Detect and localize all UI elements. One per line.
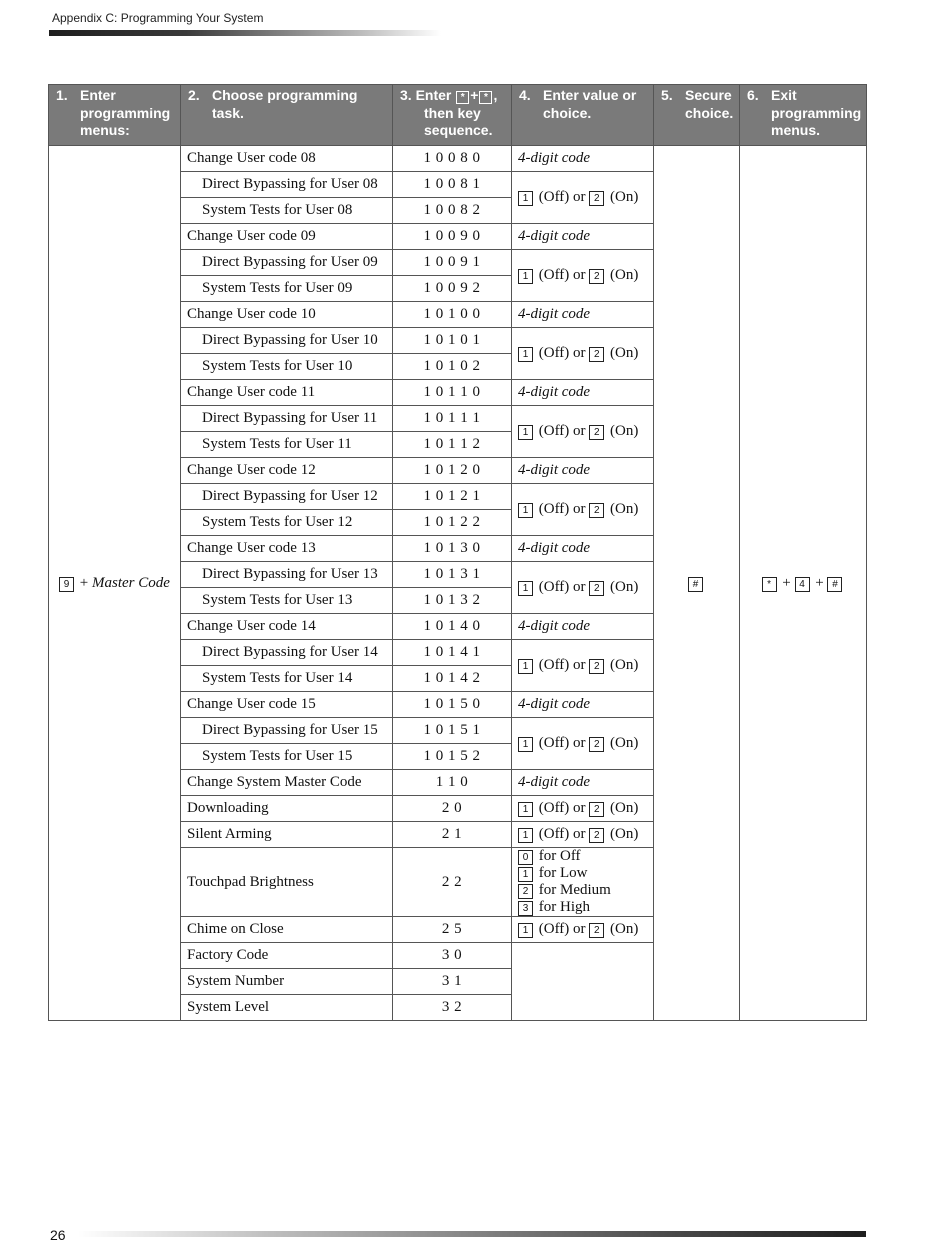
task-cell: System Tests for User 14 xyxy=(181,666,393,692)
sequence-cell: 1 0 1 0 2 xyxy=(393,354,512,380)
master-code-label: Master Code xyxy=(92,574,170,591)
value-cell xyxy=(512,172,654,224)
key-2-icon: 2 xyxy=(518,884,533,899)
value-cell xyxy=(512,250,654,302)
plus-sign: + xyxy=(815,574,824,591)
task-cell: System Tests for User 13 xyxy=(181,588,393,614)
task-cell: Change User code 14 xyxy=(181,614,393,640)
off-label: (Off) or xyxy=(538,501,586,517)
page-number: 26 xyxy=(50,1227,66,1243)
key-1-icon: 1 xyxy=(518,802,533,817)
on-label: (On) xyxy=(610,579,639,595)
key-2-icon: 2 xyxy=(589,737,604,752)
off-label: (Off) or xyxy=(538,423,586,439)
running-head: Appendix C: Programming Your System xyxy=(52,11,264,25)
sequence-cell: 1 0 1 4 1 xyxy=(393,640,512,666)
task-cell: Downloading xyxy=(181,796,393,822)
off-label: (Off) or xyxy=(538,826,586,842)
task-cell: Chime on Close xyxy=(181,917,393,943)
sequence-cell: 2 5 xyxy=(393,917,512,943)
value-cell: 4-digit code xyxy=(512,146,654,172)
task-cell: System Level xyxy=(181,995,393,1021)
on-label: (On) xyxy=(610,189,639,205)
sequence-cell: 1 0 1 4 0 xyxy=(393,614,512,640)
sequence-cell: 1 0 1 0 1 xyxy=(393,328,512,354)
sequence-cell: 1 0 1 3 1 xyxy=(393,562,512,588)
value-cell xyxy=(512,484,654,536)
value-cell: 4-digit code xyxy=(512,770,654,796)
enter-menus-cell xyxy=(49,146,181,1021)
pound-key-icon: # xyxy=(827,577,842,592)
on-label: (On) xyxy=(610,345,639,361)
task-cell: Touchpad Brightness xyxy=(181,848,393,917)
value-cell xyxy=(512,917,654,943)
key-2-icon: 2 xyxy=(589,923,604,938)
off-label: (Off) or xyxy=(538,189,586,205)
task-cell: Factory Code xyxy=(181,943,393,969)
key-1-icon: 1 xyxy=(518,828,533,843)
task-cell: Silent Arming xyxy=(181,822,393,848)
task-cell: System Tests for User 10 xyxy=(181,354,393,380)
value-cell xyxy=(512,822,654,848)
sequence-cell: 1 0 1 0 0 xyxy=(393,302,512,328)
task-cell: Direct Bypassing for User 09 xyxy=(181,250,393,276)
task-cell: Direct Bypassing for User 08 xyxy=(181,172,393,198)
task-cell: System Tests for User 09 xyxy=(181,276,393,302)
sequence-cell: 1 0 1 1 2 xyxy=(393,432,512,458)
table-row xyxy=(49,146,867,172)
task-cell: Direct Bypassing for User 12 xyxy=(181,484,393,510)
secure-choice-cell xyxy=(654,146,740,1021)
task-cell: Change System Master Code xyxy=(181,770,393,796)
key-3-icon: 3 xyxy=(518,901,533,916)
off-label: (Off) or xyxy=(538,735,586,751)
value-cell xyxy=(512,562,654,614)
key-1-icon: 1 xyxy=(518,191,533,206)
key-2-icon: 2 xyxy=(589,503,604,518)
on-label: (On) xyxy=(610,501,639,517)
task-cell: Direct Bypassing for User 14 xyxy=(181,640,393,666)
sequence-cell: 1 0 1 2 2 xyxy=(393,510,512,536)
key-1-icon: 1 xyxy=(518,659,533,674)
brightness-option-label: for Medium xyxy=(538,882,611,898)
sequence-cell: 1 0 0 8 1 xyxy=(393,172,512,198)
col-header-secure: 5. Secure choice. xyxy=(654,85,740,146)
col-header-key-sequence: 3. Enter * + * , then key sequence. xyxy=(393,85,512,146)
key-0-icon: 0 xyxy=(518,850,533,865)
task-cell: Change User code 08 xyxy=(181,146,393,172)
header-rule xyxy=(49,30,441,36)
star-key-icon: * xyxy=(456,91,469,104)
key-1-icon: 1 xyxy=(518,269,533,284)
task-cell: Change User code 09 xyxy=(181,224,393,250)
sequence-cell: 1 0 0 9 2 xyxy=(393,276,512,302)
value-cell: 4-digit code xyxy=(512,692,654,718)
key-2-icon: 2 xyxy=(589,347,604,362)
sequence-cell: 1 1 0 xyxy=(393,770,512,796)
sequence-cell: 1 0 1 2 1 xyxy=(393,484,512,510)
empty-value-cell xyxy=(512,943,654,1021)
key-2-icon: 2 xyxy=(589,802,604,817)
task-cell: System Tests for User 15 xyxy=(181,744,393,770)
col-header-enter-value: 4. Enter value or choice. xyxy=(512,85,654,146)
pound-key-icon: # xyxy=(688,577,703,592)
task-cell: System Tests for User 08 xyxy=(181,198,393,224)
task-cell: System Number xyxy=(181,969,393,995)
star-key-icon: * xyxy=(762,577,777,592)
task-cell: Change User code 15 xyxy=(181,692,393,718)
value-cell: 4-digit code xyxy=(512,302,654,328)
on-label: (On) xyxy=(610,657,639,673)
plus-sign: + xyxy=(782,574,791,591)
col-header-enter-menus: 1. Enter programming menus: xyxy=(49,85,181,146)
task-cell: System Tests for User 12 xyxy=(181,510,393,536)
value-cell xyxy=(512,718,654,770)
task-cell: Change User code 12 xyxy=(181,458,393,484)
sequence-cell: 3 1 xyxy=(393,969,512,995)
table-header-row xyxy=(49,85,867,146)
task-cell: Change User code 10 xyxy=(181,302,393,328)
sequence-cell: 1 0 1 1 0 xyxy=(393,380,512,406)
sequence-cell: 1 0 0 8 2 xyxy=(393,198,512,224)
on-label: (On) xyxy=(610,826,639,842)
key-1-icon: 1 xyxy=(518,503,533,518)
sequence-cell: 2 2 xyxy=(393,848,512,917)
task-cell: Direct Bypassing for User 11 xyxy=(181,406,393,432)
key-1-icon: 1 xyxy=(518,923,533,938)
value-cell xyxy=(512,328,654,380)
sequence-cell: 1 0 0 9 0 xyxy=(393,224,512,250)
sequence-cell: 1 0 1 5 1 xyxy=(393,718,512,744)
key-1-icon: 1 xyxy=(518,425,533,440)
key-2-icon: 2 xyxy=(589,269,604,284)
value-cell xyxy=(512,640,654,692)
task-cell: Direct Bypassing for User 15 xyxy=(181,718,393,744)
sequence-cell: 1 0 1 3 2 xyxy=(393,588,512,614)
key-1-icon: 1 xyxy=(518,581,533,596)
brightness-option-label: for Off xyxy=(538,848,581,864)
off-label: (Off) or xyxy=(538,267,586,283)
key-1-icon: 1 xyxy=(518,867,533,882)
programming-table xyxy=(48,84,867,1021)
value-cell: 4-digit code xyxy=(512,536,654,562)
key-1-icon: 1 xyxy=(518,347,533,362)
sequence-cell: 1 0 1 1 1 xyxy=(393,406,512,432)
value-cell: 4-digit code xyxy=(512,380,654,406)
task-cell: Direct Bypassing for User 13 xyxy=(181,562,393,588)
task-cell: Change User code 13 xyxy=(181,536,393,562)
sequence-cell: 1 0 0 9 1 xyxy=(393,250,512,276)
key-2-icon: 2 xyxy=(589,581,604,596)
on-label: (On) xyxy=(610,267,639,283)
sequence-cell: 3 2 xyxy=(393,995,512,1021)
key-2-icon: 2 xyxy=(589,425,604,440)
sequence-cell: 3 0 xyxy=(393,943,512,969)
sequence-cell: 2 0 xyxy=(393,796,512,822)
off-label: (Off) or xyxy=(538,345,586,361)
sequence-cell: 1 0 1 2 0 xyxy=(393,458,512,484)
sequence-cell: 2 1 xyxy=(393,822,512,848)
value-cell xyxy=(512,406,654,458)
value-cell: 4-digit code xyxy=(512,614,654,640)
value-cell xyxy=(512,796,654,822)
star-key-icon: * xyxy=(479,91,492,104)
sequence-cell: 1 0 0 8 0 xyxy=(393,146,512,172)
sequence-cell: 1 0 1 3 0 xyxy=(393,536,512,562)
key-9-icon: 9 xyxy=(59,577,74,592)
off-label: (Off) or xyxy=(538,800,586,816)
on-label: (On) xyxy=(610,800,639,816)
task-cell: System Tests for User 11 xyxy=(181,432,393,458)
off-label: (Off) or xyxy=(538,921,586,937)
key-4-icon: 4 xyxy=(795,577,810,592)
brightness-option-label: for High xyxy=(538,899,590,915)
key-2-icon: 2 xyxy=(589,659,604,674)
key-1-icon: 1 xyxy=(518,737,533,752)
brightness-option-label: for Low xyxy=(538,865,588,881)
key-2-icon: 2 xyxy=(589,191,604,206)
exit-menus-cell xyxy=(740,146,867,1021)
value-cell: 4-digit code xyxy=(512,458,654,484)
off-label: (Off) or xyxy=(538,657,586,673)
footer-rule xyxy=(78,1231,866,1237)
brightness-options-cell xyxy=(512,848,654,917)
sequence-cell: 1 0 1 4 2 xyxy=(393,666,512,692)
on-label: (On) xyxy=(610,735,639,751)
value-cell: 4-digit code xyxy=(512,224,654,250)
sequence-cell: 1 0 1 5 0 xyxy=(393,692,512,718)
on-label: (On) xyxy=(610,423,639,439)
task-cell: Change User code 11 xyxy=(181,380,393,406)
sequence-cell: 1 0 1 5 2 xyxy=(393,744,512,770)
plus-sign: + xyxy=(79,574,89,591)
off-label: (Off) or xyxy=(538,579,586,595)
col-header-exit: 6. Exit programming menus. xyxy=(740,85,867,146)
col-header-choose-task: 2. Choose programming task. xyxy=(181,85,393,146)
key-2-icon: 2 xyxy=(589,828,604,843)
on-label: (On) xyxy=(610,921,639,937)
task-cell: Direct Bypassing for User 10 xyxy=(181,328,393,354)
